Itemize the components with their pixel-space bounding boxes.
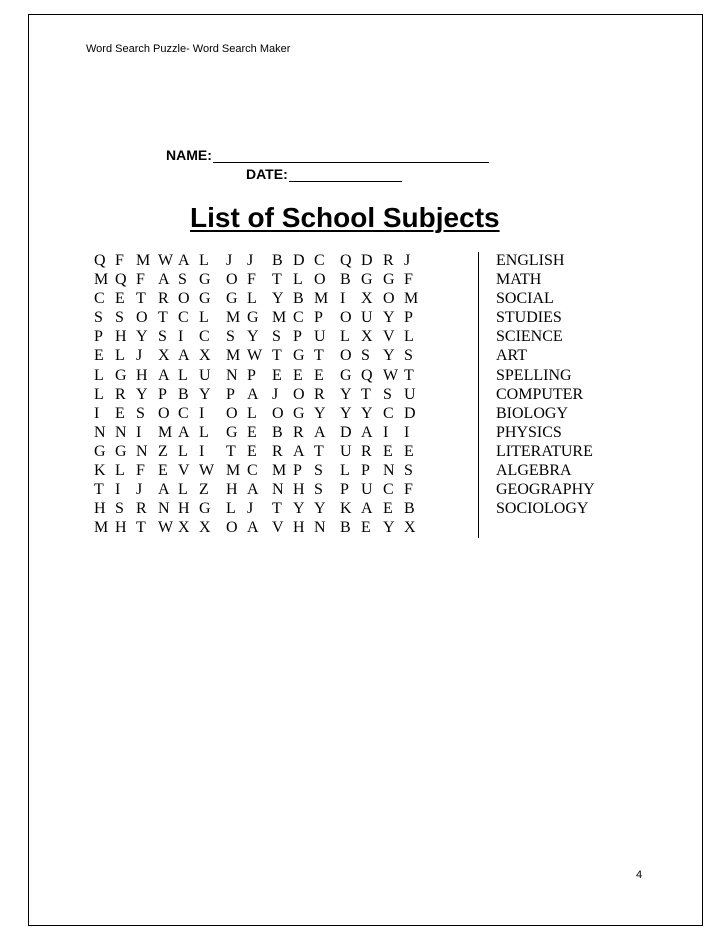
grid-letter: N	[94, 423, 106, 441]
grid-letter: E	[293, 366, 303, 384]
grid-letter: P	[226, 385, 235, 403]
grid-letter: K	[94, 462, 106, 480]
grid-letter: M	[404, 290, 419, 308]
grid-letter: T	[361, 385, 371, 403]
grid-letter: B	[272, 252, 283, 269]
grid-letter: A	[314, 423, 326, 441]
grid-letter: M	[272, 462, 287, 480]
grid-letter: B	[178, 385, 189, 403]
grid-letter: U	[361, 481, 373, 499]
grid-letter: R	[272, 442, 283, 460]
grid-letter: M	[272, 309, 287, 327]
grid-letter: E	[383, 442, 393, 460]
grid-letter: N	[314, 519, 326, 537]
grid-letter: S	[272, 328, 281, 346]
grid-letter: S	[158, 328, 167, 346]
grid-letter: A	[361, 423, 373, 441]
grid-letter: F	[404, 481, 413, 499]
grid-letter: C	[383, 481, 394, 499]
grid-letter: G	[199, 290, 211, 308]
word-list-item: ENGLISH	[496, 252, 565, 269]
grid-letter: N	[383, 462, 395, 480]
grid-letter: P	[361, 462, 370, 480]
word-list-item: SOCIAL	[496, 290, 554, 308]
grid-letter: L	[340, 462, 350, 480]
grid-letter: Y	[272, 290, 284, 308]
grid-letter: L	[293, 271, 303, 289]
grid-letter: Y	[340, 385, 352, 403]
grid-letter: O	[383, 290, 395, 308]
grid-word-divider	[478, 252, 479, 538]
word-list-item: GEOGRAPHY	[496, 481, 595, 499]
grid-letter: X	[199, 347, 211, 365]
grid-letter: O	[293, 385, 305, 403]
word-list-item: PHYSICS	[496, 423, 562, 441]
grid-letter: L	[115, 462, 125, 480]
grid-letter: R	[136, 500, 147, 518]
grid-letter: D	[404, 404, 416, 422]
grid-letter: I	[199, 442, 205, 460]
grid-letter: R	[158, 290, 169, 308]
grid-letter: I	[178, 328, 184, 346]
grid-letter: T	[136, 290, 146, 308]
grid-letter: B	[272, 423, 283, 441]
grid-letter: O	[272, 404, 284, 422]
grid-letter: A	[158, 271, 170, 289]
grid-letter: S	[361, 347, 370, 365]
grid-letter: L	[94, 366, 104, 384]
grid-letter: S	[404, 347, 413, 365]
grid-letter: O	[158, 404, 170, 422]
word-list-item: SPELLING	[496, 366, 572, 384]
grid-letter: O	[178, 290, 190, 308]
grid-letter: O	[226, 519, 238, 537]
grid-letter: X	[361, 328, 373, 346]
grid-letter: N	[272, 481, 284, 499]
grid-letter: L	[115, 347, 125, 365]
name-blank-line	[213, 148, 489, 163]
grid-letter: I	[136, 423, 142, 441]
grid-letter: J	[404, 252, 411, 269]
grid-letter: Y	[293, 500, 305, 518]
grid-letter: V	[383, 328, 395, 346]
grid-letter: D	[340, 423, 352, 441]
grid-letter: W	[383, 366, 399, 384]
word-list-item: LITERATURE	[496, 442, 593, 460]
grid-letter: R	[383, 252, 394, 269]
grid-letter: R	[293, 423, 304, 441]
grid-letter: B	[340, 271, 351, 289]
grid-letter: A	[361, 500, 373, 518]
page-number: 4	[636, 869, 643, 881]
grid-letter: T	[94, 481, 104, 499]
date-blank-line	[289, 167, 402, 182]
grid-letter: R	[361, 442, 372, 460]
grid-letter: H	[178, 500, 190, 518]
grid-letter: E	[314, 366, 324, 384]
grid-letter: C	[314, 252, 325, 269]
grid-letter: S	[115, 309, 124, 327]
grid-letter: O	[136, 309, 148, 327]
grid-letter: G	[247, 309, 259, 327]
grid-letter: U	[199, 366, 211, 384]
grid-letter: Y	[314, 500, 326, 518]
grid-letter: L	[94, 385, 104, 403]
grid-letter: B	[293, 290, 304, 308]
grid-letter: L	[178, 366, 188, 384]
grid-letter: H	[115, 328, 127, 346]
grid-letter: A	[178, 347, 190, 365]
word-list-item: COMPUTER	[496, 385, 584, 403]
grid-letter: B	[404, 500, 415, 518]
grid-letter: L	[178, 442, 188, 460]
grid-letter: Y	[383, 309, 395, 327]
grid-letter: J	[136, 481, 143, 499]
grid-letter: X	[158, 347, 170, 365]
grid-letter: M	[314, 290, 329, 308]
grid-letter: X	[178, 519, 190, 537]
grid-letter: F	[136, 462, 145, 480]
grid-letter: H	[293, 519, 305, 537]
grid-letter: F	[404, 271, 413, 289]
grid-letter: B	[340, 519, 351, 537]
grid-letter: J	[247, 252, 254, 269]
grid-letter: S	[383, 385, 392, 403]
grid-letter: C	[199, 328, 210, 346]
grid-letter: S	[404, 462, 413, 480]
grid-letter: Y	[361, 404, 373, 422]
grid-letter: C	[293, 309, 304, 327]
grid-letter: H	[293, 481, 305, 499]
grid-letter: O	[226, 271, 238, 289]
grid-letter: A	[158, 366, 170, 384]
grid-letter: I	[115, 481, 121, 499]
grid-letter: S	[136, 404, 145, 422]
grid-letter: X	[199, 519, 211, 537]
grid-letter: Z	[158, 442, 168, 460]
grid-letter: G	[383, 271, 395, 289]
grid-letter: G	[293, 347, 305, 365]
grid-letter: N	[158, 500, 170, 518]
grid-letter: F	[115, 252, 124, 269]
grid-letter: A	[247, 481, 259, 499]
grid-letter: D	[293, 252, 305, 269]
grid-letter: F	[136, 271, 145, 289]
word-list	[496, 251, 595, 518]
grid-letter: P	[158, 385, 167, 403]
grid-letter: P	[293, 328, 302, 346]
grid-letter: N	[115, 423, 127, 441]
grid-letter: H	[136, 366, 148, 384]
grid-letter: G	[226, 423, 238, 441]
word-list-item: BIOLOGY	[496, 404, 568, 422]
grid-letter: W	[247, 347, 263, 365]
word-list-item: SCIENCE	[496, 328, 563, 346]
grid-letter: C	[94, 290, 105, 308]
grid-letter: G	[115, 366, 127, 384]
grid-letter: E	[272, 366, 282, 384]
grid-letter: X	[404, 519, 416, 537]
grid-letter: S	[115, 500, 124, 518]
grid-letter: T	[136, 519, 146, 537]
grid-letter: W	[158, 252, 174, 269]
word-list-item: ART	[496, 347, 528, 365]
grid-letter: J	[247, 500, 254, 518]
word-list-item: STUDIES	[496, 309, 562, 327]
grid-letter: N	[226, 366, 238, 384]
grid-letter: T	[226, 442, 236, 460]
grid-letter: S	[94, 309, 103, 327]
grid-letter: L	[178, 481, 188, 499]
grid-letter: I	[94, 404, 100, 422]
grid-letter: S	[314, 481, 323, 499]
grid-letter: G	[293, 404, 305, 422]
grid-letter: C	[247, 462, 258, 480]
grid-letter: A	[178, 252, 190, 269]
grid-letter: G	[199, 271, 211, 289]
grid-letter: P	[94, 328, 103, 346]
grid-letter: Y	[340, 404, 352, 422]
grid-letter: L	[404, 328, 414, 346]
grid-letter: N	[136, 442, 148, 460]
grid-letter: E	[158, 462, 168, 480]
grid-letter: U	[404, 385, 416, 403]
grid-letter: L	[199, 423, 209, 441]
grid-letter: Y	[383, 519, 395, 537]
grid-letter: M	[226, 309, 241, 327]
grid-letter: M	[94, 519, 109, 537]
grid-letter: U	[340, 442, 352, 460]
grid-letter: A	[247, 519, 259, 537]
grid-letter: E	[115, 404, 125, 422]
grid-letter: T	[404, 366, 414, 384]
grid-letter: W	[199, 462, 215, 480]
grid-letter: J	[136, 347, 143, 365]
grid-letter: T	[158, 309, 168, 327]
grid-letter: R	[314, 385, 325, 403]
grid-letter: T	[272, 500, 282, 518]
grid-letter: G	[115, 442, 127, 460]
grid-letter: R	[115, 385, 126, 403]
grid-letter: Q	[115, 271, 127, 289]
date-field	[246, 166, 402, 182]
grid-letter: C	[383, 404, 394, 422]
grid-letter: J	[272, 385, 279, 403]
grid-letter: I	[404, 423, 410, 441]
grid-letter: Y	[247, 328, 259, 346]
grid-letter: T	[272, 347, 282, 365]
grid-letter: V	[178, 462, 190, 480]
grid-letter: E	[383, 500, 393, 518]
grid-letter: H	[226, 481, 238, 499]
grid-letter: Y	[136, 385, 148, 403]
grid-letter: T	[314, 347, 324, 365]
grid-letter: L	[247, 404, 257, 422]
grid-letter: L	[226, 500, 236, 518]
grid-letter: L	[199, 309, 209, 327]
date-label: DATE:	[246, 166, 288, 182]
grid-letter: D	[361, 252, 373, 269]
grid-letter: U	[361, 309, 373, 327]
grid-letter: P	[247, 366, 256, 384]
grid-letter: W	[158, 519, 174, 537]
grid-letter: I	[340, 290, 346, 308]
grid-letter: M	[226, 462, 241, 480]
grid-letter: Y	[383, 347, 395, 365]
grid-letter: P	[404, 309, 413, 327]
grid-letter: Q	[94, 252, 106, 269]
grid-letter: K	[340, 500, 352, 518]
grid-letter: S	[314, 462, 323, 480]
grid-letter: Y	[314, 404, 326, 422]
grid-letter: A	[158, 481, 170, 499]
grid-letter: M	[136, 252, 151, 269]
puzzle-title: List of School Subjects	[190, 202, 500, 233]
grid-letter: M	[158, 423, 173, 441]
grid-letter: E	[247, 423, 257, 441]
word-list-item: MATH	[496, 271, 542, 289]
grid-letter: E	[247, 442, 257, 460]
grid-letter: S	[226, 328, 235, 346]
grid-letter: A	[178, 423, 190, 441]
grid-letter: P	[340, 481, 349, 499]
grid-letter: H	[94, 500, 106, 518]
grid-letter: C	[178, 404, 189, 422]
grid-letter: E	[115, 290, 125, 308]
grid-letter: Z	[199, 481, 209, 499]
grid-letter: O	[340, 347, 352, 365]
grid-letter: G	[199, 500, 211, 518]
grid-letter: Q	[340, 252, 352, 269]
grid-letter: J	[226, 252, 233, 269]
grid-letter: E	[361, 519, 371, 537]
grid-letter: L	[247, 290, 257, 308]
grid-letter: U	[314, 328, 326, 346]
grid-letter: I	[199, 404, 205, 422]
grid-letter: O	[340, 309, 352, 327]
grid-letter: V	[272, 519, 284, 537]
grid-letter: L	[199, 252, 209, 269]
grid-letter: F	[247, 271, 256, 289]
grid-letter: O	[226, 404, 238, 422]
grid-letter: C	[178, 309, 189, 327]
grid-letter: E	[94, 347, 104, 365]
grid-letter: M	[94, 271, 109, 289]
grid-letter: A	[293, 442, 305, 460]
grid-letter: X	[361, 290, 373, 308]
grid-letter: I	[383, 423, 389, 441]
document-header: Word Search Puzzle- Word Search Maker	[86, 43, 291, 55]
grid-letter: H	[115, 519, 127, 537]
grid-letter: A	[247, 385, 259, 403]
word-list-item: ALGEBRA	[496, 462, 572, 480]
grid-letter: G	[361, 271, 373, 289]
grid-letter: Y	[199, 385, 211, 403]
grid-letter: Q	[361, 366, 373, 384]
grid-letter: M	[226, 347, 241, 365]
grid-letter: S	[178, 271, 187, 289]
grid-letter: P	[293, 462, 302, 480]
name-field	[166, 147, 489, 163]
grid-letter: G	[340, 366, 352, 384]
grid-letter: P	[314, 309, 323, 327]
grid-letter: E	[404, 442, 414, 460]
name-label: NAME:	[166, 147, 212, 163]
grid-letter: T	[314, 442, 324, 460]
grid-letter: G	[226, 290, 238, 308]
grid-letter: Y	[136, 328, 148, 346]
grid-letter: T	[272, 271, 282, 289]
grid-letter: O	[314, 271, 326, 289]
grid-letter: G	[94, 442, 106, 460]
grid-letter: L	[340, 328, 350, 346]
word-list-item: SOCIOLOGY	[496, 500, 589, 518]
